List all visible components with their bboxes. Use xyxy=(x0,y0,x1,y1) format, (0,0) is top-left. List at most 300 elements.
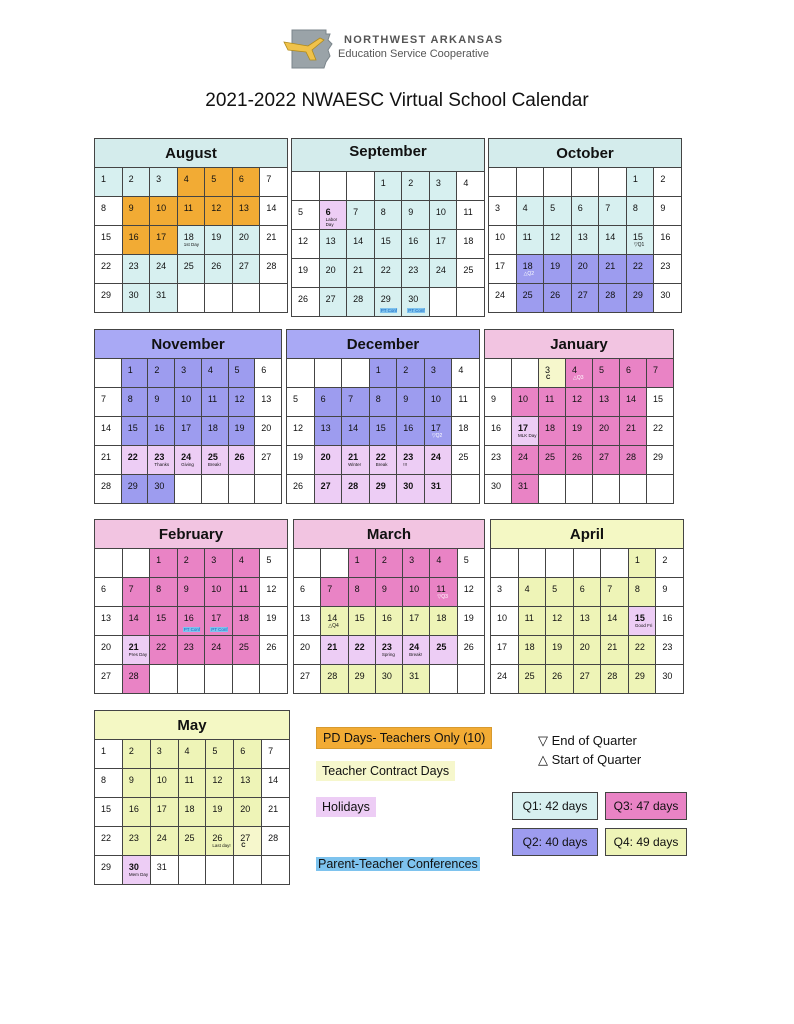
day-number: 22 xyxy=(156,642,167,652)
day-cell xyxy=(573,665,601,694)
day-number: 30 xyxy=(408,294,419,304)
day-number: 25 xyxy=(522,290,533,300)
day-cell xyxy=(148,417,175,446)
day-cell xyxy=(122,740,150,769)
week-row xyxy=(95,636,288,665)
day-cell xyxy=(314,417,342,446)
week-row xyxy=(95,856,290,885)
day-cell xyxy=(260,549,288,578)
day-cell xyxy=(628,607,656,636)
day-number: 25 xyxy=(238,642,249,652)
day-cell xyxy=(397,388,425,417)
day-number: 31 xyxy=(430,481,441,491)
day-cell xyxy=(430,578,457,607)
month-august xyxy=(94,138,288,313)
day-cell xyxy=(491,578,519,607)
day-number: 25 xyxy=(463,265,474,275)
day-cell xyxy=(374,201,402,230)
day-cell xyxy=(178,827,206,856)
day-cell xyxy=(292,230,320,259)
day-number: 2 xyxy=(128,746,134,756)
day-number: 22 xyxy=(634,642,645,652)
week-row xyxy=(95,197,288,226)
day-cell xyxy=(262,798,290,827)
legend-pd-days: PD Days- Teachers Only (10) xyxy=(316,727,492,749)
day-number: 13 xyxy=(261,394,272,404)
day-number: 28 xyxy=(348,481,359,491)
day-number xyxy=(347,172,374,179)
day-number: 14 xyxy=(128,613,139,623)
month-title: April xyxy=(491,520,684,549)
day-note: Giving xyxy=(181,462,194,467)
day-number: 19 xyxy=(298,265,309,275)
day-cell xyxy=(294,578,321,607)
day-cell xyxy=(518,549,546,578)
day-number xyxy=(255,475,281,482)
q1-days-box: Q1: 42 days xyxy=(512,792,598,820)
day-number: 27 xyxy=(599,452,610,462)
day-cell xyxy=(457,607,484,636)
day-cell xyxy=(485,475,512,504)
q3-days-box: Q3: 47 days xyxy=(605,792,687,820)
day-number: 20 xyxy=(300,642,311,652)
day-number: 26 xyxy=(234,452,245,462)
day-number: 3 xyxy=(495,203,501,213)
legend-start-quarter: △ Start of Quarter xyxy=(538,752,642,767)
day-note: Labor Day xyxy=(325,217,338,227)
day-number: 15 xyxy=(632,232,643,242)
day-cell xyxy=(178,769,206,798)
day-number: 25 xyxy=(183,261,194,271)
day-cell xyxy=(175,475,202,504)
day-cell xyxy=(403,665,430,694)
day-number xyxy=(566,475,592,482)
day-cell xyxy=(654,226,682,255)
day-number: 20 xyxy=(325,265,336,275)
day-cell xyxy=(292,259,320,288)
day-cell xyxy=(255,359,282,388)
day-number: 22 xyxy=(101,833,112,843)
day-cell xyxy=(201,446,228,475)
day-number: 20 xyxy=(240,804,251,814)
day-number: 8 xyxy=(375,394,381,404)
day-cell xyxy=(430,636,457,665)
day-number: 7 xyxy=(607,584,613,594)
day-number: 7 xyxy=(327,584,333,594)
day-cell xyxy=(374,259,402,288)
day-cell xyxy=(95,665,123,694)
day-cell xyxy=(620,388,647,417)
day-cell xyxy=(654,255,682,284)
day-number xyxy=(491,549,518,556)
day-note: ▽Q1 xyxy=(633,242,645,248)
week-row xyxy=(489,284,682,313)
day-cell xyxy=(232,168,260,197)
day-cell xyxy=(571,168,599,197)
day-number: 27 xyxy=(261,452,272,462)
day-cell xyxy=(342,417,370,446)
day-number xyxy=(452,475,479,482)
day-cell xyxy=(397,475,425,504)
day-number: 1 xyxy=(354,555,360,565)
day-note: Spring xyxy=(381,652,395,657)
day-number: 29 xyxy=(101,290,112,300)
day-cell xyxy=(512,475,539,504)
day-number: 2 xyxy=(662,555,668,565)
week-row xyxy=(95,769,290,798)
day-cell xyxy=(177,636,205,665)
week-row xyxy=(95,549,288,578)
day-cell xyxy=(122,798,150,827)
week-row xyxy=(294,578,485,607)
day-number xyxy=(519,549,546,556)
day-cell xyxy=(319,259,347,288)
day-cell xyxy=(175,388,202,417)
day-cell xyxy=(566,417,593,446)
day-cell xyxy=(369,388,397,417)
org-name-line1: NORTHWEST ARKANSAS xyxy=(344,34,504,46)
day-cell xyxy=(348,578,375,607)
day-number: 9 xyxy=(660,203,666,213)
day-number: 16 xyxy=(183,613,194,623)
day-number xyxy=(233,284,260,291)
day-cell xyxy=(206,798,234,827)
day-cell xyxy=(348,636,375,665)
day-number: 23 xyxy=(408,265,419,275)
day-cell xyxy=(122,827,150,856)
day-number: 15 xyxy=(380,236,391,246)
day-number: 28 xyxy=(128,671,139,681)
day-number: 23 xyxy=(183,642,194,652)
day-cell xyxy=(489,255,517,284)
day-cell xyxy=(429,230,457,259)
day-cell xyxy=(177,226,205,255)
day-number: 21 xyxy=(626,423,637,433)
day-cell xyxy=(321,665,348,694)
day-cell xyxy=(593,417,620,446)
day-number xyxy=(202,475,228,482)
day-cell xyxy=(374,172,402,201)
day-cell xyxy=(403,549,430,578)
day-number: 8 xyxy=(156,584,162,594)
day-cell xyxy=(546,665,574,694)
day-cell xyxy=(566,446,593,475)
day-cell xyxy=(457,578,484,607)
day-cell xyxy=(342,388,370,417)
day-number: 1 xyxy=(156,555,162,565)
day-number: 28 xyxy=(268,833,279,843)
q4-days-box: Q4: 49 days xyxy=(605,828,687,856)
day-number: 12 xyxy=(572,394,583,404)
day-note: C xyxy=(241,843,246,849)
day-cell xyxy=(150,168,178,197)
day-number: 14 xyxy=(626,394,637,404)
org-logo xyxy=(280,26,520,72)
day-number: 20 xyxy=(261,423,272,433)
day-note: MLK Day xyxy=(518,433,537,438)
day-number xyxy=(620,475,646,482)
day-cell xyxy=(150,578,178,607)
day-cell xyxy=(544,168,572,197)
day-cell xyxy=(539,446,566,475)
day-cell xyxy=(232,197,260,226)
day-number: 15 xyxy=(156,613,167,623)
month-title: January xyxy=(485,330,674,359)
day-cell xyxy=(122,607,150,636)
day-number: 29 xyxy=(632,290,643,300)
day-number: 23 xyxy=(128,833,139,843)
day-number: 27 xyxy=(577,290,588,300)
day-cell xyxy=(402,259,430,288)
day-number: 6 xyxy=(626,365,632,375)
day-number: 7 xyxy=(348,394,354,404)
day-cell xyxy=(175,446,202,475)
day-number: 3 xyxy=(409,555,415,565)
day-number: 20 xyxy=(101,642,112,652)
day-number: 17 xyxy=(435,236,446,246)
day-cell xyxy=(178,740,206,769)
day-cell xyxy=(205,284,233,313)
day-cell xyxy=(292,172,320,201)
day-note: △Q4 xyxy=(328,623,339,629)
day-number: 25 xyxy=(458,452,469,462)
day-cell xyxy=(601,607,629,636)
day-cell xyxy=(620,475,647,504)
day-number: 3 xyxy=(181,365,187,375)
day-cell xyxy=(95,284,123,313)
day-number: 7 xyxy=(353,207,359,217)
week-row xyxy=(287,475,480,504)
month-december xyxy=(286,329,480,504)
day-cell xyxy=(628,665,656,694)
day-number: 12 xyxy=(293,423,304,433)
day-number: 24 xyxy=(497,671,508,681)
day-cell xyxy=(260,578,288,607)
day-cell xyxy=(429,201,457,230)
day-number: 16 xyxy=(660,232,671,242)
day-number: 15 xyxy=(101,804,112,814)
day-cell xyxy=(319,230,347,259)
day-cell xyxy=(544,284,572,313)
day-number: 16 xyxy=(381,613,392,623)
day-cell xyxy=(452,417,480,446)
day-cell xyxy=(150,549,178,578)
day-cell xyxy=(429,259,457,288)
day-number: 16 xyxy=(154,423,165,433)
day-number: 10 xyxy=(495,232,506,242)
month-september xyxy=(291,138,485,317)
day-number xyxy=(574,549,601,556)
day-number: 27 xyxy=(238,261,249,271)
day-number: 6 xyxy=(325,207,331,217)
week-row xyxy=(95,388,282,417)
week-row xyxy=(489,197,682,226)
week-row xyxy=(485,475,674,504)
day-number: 30 xyxy=(381,671,392,681)
week-row xyxy=(485,359,674,388)
day-cell xyxy=(516,284,544,313)
day-cell xyxy=(599,197,627,226)
day-note: Break! xyxy=(409,652,423,657)
day-number: 2 xyxy=(381,555,387,565)
day-note: △Q3 xyxy=(573,375,584,381)
day-cell xyxy=(205,665,233,694)
day-number: 22 xyxy=(653,423,664,433)
day-number: 26 xyxy=(211,261,222,271)
day-cell xyxy=(205,197,233,226)
day-number xyxy=(123,549,150,556)
day-cell xyxy=(321,549,348,578)
day-cell xyxy=(148,446,175,475)
day-note: Thanks xyxy=(154,462,170,467)
day-number: 13 xyxy=(240,775,251,785)
day-cell xyxy=(232,284,260,313)
week-row xyxy=(292,259,485,288)
day-number: 11 xyxy=(524,613,534,623)
day-number: 12 xyxy=(212,775,223,785)
day-cell xyxy=(232,636,260,665)
day-number: 30 xyxy=(128,862,139,872)
day-number: 4 xyxy=(436,555,442,565)
day-number: 18 xyxy=(524,642,535,652)
day-number: 23 xyxy=(154,452,165,462)
day-number: 27 xyxy=(325,294,336,304)
week-row xyxy=(491,607,684,636)
day-note: PT Conf xyxy=(380,308,398,313)
day-cell xyxy=(95,359,122,388)
day-number: 10 xyxy=(181,394,192,404)
day-number: 11 xyxy=(463,207,473,217)
day-number: 13 xyxy=(599,394,610,404)
day-cell xyxy=(206,740,234,769)
day-number: 24 xyxy=(430,452,441,462)
day-number: 1 xyxy=(101,174,107,184)
day-number: 7 xyxy=(128,584,134,594)
day-cell xyxy=(403,578,430,607)
day-cell xyxy=(485,417,512,446)
day-number: 9 xyxy=(183,584,189,594)
day-cell xyxy=(544,226,572,255)
day-number: 17 xyxy=(409,613,420,623)
day-cell xyxy=(348,549,375,578)
week-row xyxy=(95,740,290,769)
day-number: 11 xyxy=(522,232,532,242)
day-number: 14 xyxy=(266,203,277,213)
day-cell xyxy=(150,665,178,694)
day-cell xyxy=(255,446,282,475)
day-note: Break xyxy=(375,462,388,467)
day-number: 2 xyxy=(408,178,414,188)
day-cell xyxy=(95,798,123,827)
day-cell xyxy=(654,168,682,197)
day-cell xyxy=(620,359,647,388)
day-number: 21 xyxy=(353,265,364,275)
week-row xyxy=(95,827,290,856)
day-number: 14 xyxy=(327,613,338,623)
day-number: 2 xyxy=(183,555,189,565)
day-number: 24 xyxy=(435,265,446,275)
week-row xyxy=(489,226,682,255)
day-number: 29 xyxy=(634,671,645,681)
day-cell xyxy=(599,168,627,197)
day-cell xyxy=(122,578,150,607)
day-cell xyxy=(566,388,593,417)
day-cell xyxy=(177,168,205,197)
day-number: 28 xyxy=(605,290,616,300)
week-row xyxy=(95,226,288,255)
day-number: 26 xyxy=(293,481,304,491)
day-cell xyxy=(544,255,572,284)
day-number: 11 xyxy=(184,775,194,785)
day-cell xyxy=(626,255,654,284)
day-number: 11 xyxy=(458,394,468,404)
day-cell xyxy=(95,607,123,636)
day-cell xyxy=(402,201,430,230)
day-cell xyxy=(452,359,480,388)
day-cell xyxy=(232,578,260,607)
day-number: 17 xyxy=(518,423,529,433)
day-number: 10 xyxy=(156,203,167,213)
week-row xyxy=(95,284,288,313)
day-cell xyxy=(205,549,233,578)
day-cell xyxy=(150,255,178,284)
day-number: 19 xyxy=(550,261,561,271)
day-cell xyxy=(429,288,457,317)
day-cell xyxy=(177,255,205,284)
day-number: 10 xyxy=(409,584,420,594)
day-cell xyxy=(178,856,206,885)
day-cell xyxy=(539,417,566,446)
day-cell xyxy=(485,446,512,475)
day-number: 16 xyxy=(662,613,673,623)
week-row xyxy=(292,172,485,201)
day-number: 2 xyxy=(128,174,134,184)
day-cell xyxy=(424,475,452,504)
day-note: ▽Q3 xyxy=(437,594,448,600)
day-cell xyxy=(539,359,566,388)
day-number: 13 xyxy=(238,203,249,213)
day-number: 23 xyxy=(491,452,502,462)
day-number xyxy=(229,475,255,482)
day-number: 21 xyxy=(268,804,279,814)
day-cell xyxy=(397,359,425,388)
week-row xyxy=(491,549,684,578)
day-number: 27 xyxy=(320,481,331,491)
day-number xyxy=(512,359,538,366)
day-number: 13 xyxy=(300,613,311,623)
day-number: 24 xyxy=(211,642,222,652)
day-cell xyxy=(287,446,315,475)
day-cell xyxy=(593,359,620,388)
day-number: 12 xyxy=(266,584,277,594)
day-cell xyxy=(516,168,544,197)
day-cell xyxy=(148,359,175,388)
day-cell xyxy=(122,665,150,694)
week-row xyxy=(294,607,485,636)
day-note: PT Conf xyxy=(408,308,425,313)
day-number: 1 xyxy=(380,178,386,188)
day-number xyxy=(599,168,626,175)
day-number: 8 xyxy=(101,203,107,213)
day-cell xyxy=(647,446,674,475)
day-cell xyxy=(314,446,342,475)
day-note: PT Conf xyxy=(183,627,201,632)
day-number: 20 xyxy=(599,423,610,433)
day-number: 15 xyxy=(354,613,365,623)
day-number: 9 xyxy=(403,394,409,404)
day-number: 13 xyxy=(101,613,112,623)
day-number: 27 xyxy=(300,671,311,681)
